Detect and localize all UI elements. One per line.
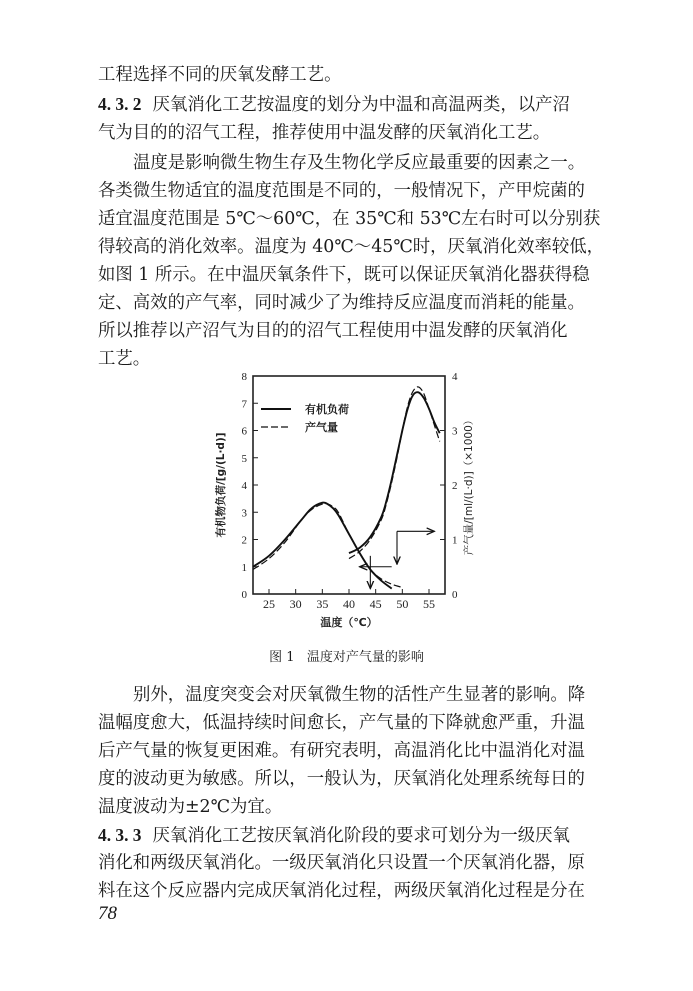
paragraph-line: 温度是影响微生物生存及生物化学反应最重要的因素之一。 — [133, 153, 586, 173]
section-number: 4. 3. 3 — [98, 825, 142, 845]
series-organic-load-segment-1 — [253, 502, 392, 588]
paragraph-line: 所以推荐以产沼气为目的的沼气工程使用中温发酵的厌氧消化 — [98, 321, 568, 341]
y-right-tick-label: 3 — [452, 425, 458, 438]
paragraph-line: 温度波动为±2℃为宜。 — [98, 797, 283, 817]
section-4-3-3-line1 — [98, 824, 570, 847]
caption-text: 温度对产气量的影响 — [306, 650, 424, 665]
x-tick-label: 50 — [396, 597, 409, 611]
x-tick-label: 55 — [423, 597, 435, 611]
y-right-tick-label: 0 — [452, 589, 458, 601]
section-4-3-2-line1 — [98, 93, 570, 116]
y-left-tick-label: 5 — [241, 452, 247, 465]
y-left-tick-label: 6 — [241, 425, 247, 438]
y-left-tick-label: 1 — [241, 561, 247, 574]
series-gas-output-segment-1 — [253, 504, 402, 588]
figure-1 — [210, 366, 485, 631]
paragraph-line: 度的波动更为敏感。所以，一般认为，厌氧消化处理系统每日的 — [98, 769, 585, 789]
page-number: 78 — [98, 903, 117, 924]
section-text: 厌氧消化工艺按厌氧消化阶段的要求可划分为一级厌氧 — [152, 826, 570, 846]
paragraph-line: 适宜温度范围是 5℃～60℃，在 35℃和 53℃左右时可以分别获 — [98, 209, 601, 229]
x-tick-label: 45 — [369, 597, 382, 611]
section-text: 厌氧消化工艺按温度的划分为中温和高温两类，以产沼 — [152, 95, 570, 115]
legend-label-gas-output: 产气量 — [305, 421, 338, 434]
y-left-tick-label: 3 — [241, 507, 247, 520]
paragraph-line: 得较高的消化效率。温度为 40℃～45℃时，厌氧消化效率较低， — [98, 237, 605, 257]
paragraph-line: 定、高效的产气率，同时减少了为维持反应温度而消耗的能量。 — [98, 293, 585, 313]
paragraph-line: 后产气量的恢复更困难。有研究表明，高温消化比中温消化对温 — [98, 741, 585, 761]
paragraph-line: 各类微生物适宜的温度范围是不同的，一般情况下，产甲烷菌的 — [98, 181, 585, 201]
y-left-axis-label: 有机物负荷/[g/(L·d)] — [215, 432, 227, 538]
x-tick-label: 25 — [263, 597, 275, 611]
paragraph-line: 如图 1 所示。在中温厌氧条件下，既可以保证厌氧消化器获得稳 — [98, 265, 590, 285]
caption-number: 图 1 — [269, 650, 295, 665]
y-right-axis-label: 产气量/[ml/(L·d)]（×1000） — [463, 414, 475, 556]
y-right-tick-label: 1 — [452, 534, 458, 547]
paragraph-line: 工艺。 — [98, 349, 151, 369]
y-left-tick-label: 8 — [241, 371, 247, 383]
y-right-tick-label: 4 — [452, 371, 458, 383]
figure-caption — [0, 650, 693, 666]
text-line: 工程选择不同的厌氧发酵工艺。 — [98, 65, 342, 85]
y-right-tick-label: 2 — [452, 480, 458, 492]
y-left-tick-label: 2 — [241, 534, 247, 547]
y-left-tick-label: 4 — [241, 480, 247, 492]
legend-label-organic-load: 有机负荷 — [305, 403, 349, 416]
section-4-3-3-line2: 消化和两级厌氧消化。一级厌氧消化只设置一个厌氧消化器，原 — [98, 853, 585, 873]
temperature-gas-chart — [210, 366, 485, 631]
x-tick-label: 30 — [289, 597, 302, 611]
x-axis-label: 温度（℃） — [320, 616, 378, 629]
x-tick-label: 35 — [316, 597, 329, 611]
x-tick-label: 40 — [343, 597, 355, 611]
section-4-3-3-line3: 料在这个反应器内完成厌氧消化过程，两级厌氧消化过程是分在 — [98, 881, 585, 901]
paragraph-line: 温幅度愈大，低温持续时间愈长，产气量的下降就愈严重，升温 — [98, 713, 585, 733]
series-gas-output-segment-2 — [349, 387, 440, 559]
y-left-tick-label: 0 — [241, 589, 247, 601]
y-left-tick-label: 7 — [241, 398, 247, 411]
section-number: 4. 3. 2 — [98, 94, 142, 114]
paragraph-line: 别外，温度突变会对厌氧微生物的活性产生显著的影响。降 — [133, 685, 586, 705]
section-4-3-2-line2: 气为目的的沼气工程，推荐使用中温发酵的厌氧消化工艺。 — [98, 123, 551, 143]
